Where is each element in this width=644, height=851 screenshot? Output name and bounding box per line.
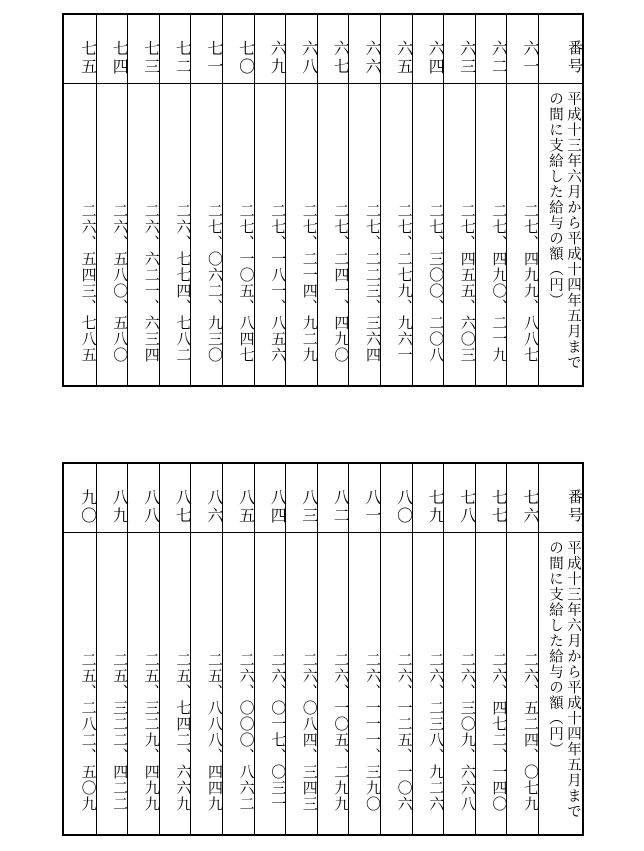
row-number: 八四 xyxy=(268,489,288,525)
table-row xyxy=(443,15,475,385)
row-number: 七〇 xyxy=(236,40,256,76)
table-row xyxy=(127,464,159,834)
row-number: 六七 xyxy=(331,40,351,76)
salary-table-bottom xyxy=(62,462,584,836)
table-row xyxy=(443,464,475,834)
row-number: 八〇 xyxy=(394,489,414,525)
row-number: 六六 xyxy=(362,40,382,76)
table-row xyxy=(96,464,128,834)
amount-header: 平成十三年六月から平成十四年五月までの間に支給した給与の額（円） xyxy=(547,540,581,819)
number-header: 番号 xyxy=(566,40,584,76)
row-number: 八六 xyxy=(204,489,224,525)
row-number: 七一 xyxy=(204,40,224,76)
row-number: 七七 xyxy=(489,489,509,525)
row-number: 八七 xyxy=(173,489,193,525)
row-number: 六四 xyxy=(426,40,446,76)
table-row xyxy=(412,15,444,385)
row-amount: 二六、五二四、〇七九 xyxy=(521,652,540,812)
table-row xyxy=(222,15,254,385)
table-row xyxy=(127,15,159,385)
table-row xyxy=(190,15,222,385)
row-number: 九〇 xyxy=(78,489,98,525)
salary-table-top xyxy=(62,13,584,387)
table-row xyxy=(64,464,96,834)
row-amount: 二七、四九〇、二一九 xyxy=(490,203,509,363)
table-row xyxy=(475,464,507,834)
table-row xyxy=(380,464,412,834)
table-row xyxy=(159,464,191,834)
row-number: 七九 xyxy=(426,489,446,525)
row-number: 八八 xyxy=(141,489,161,525)
row-amount: 二七、二二三、三六四 xyxy=(363,203,382,363)
table-row xyxy=(348,15,380,385)
header-column xyxy=(538,15,582,385)
row-amount: 二五、三二九、四九九 xyxy=(142,652,161,812)
row-amount: 二五、三二二、四二二 xyxy=(111,652,130,812)
row-amount: 二七、四五五、六〇三 xyxy=(458,203,477,363)
table-row xyxy=(190,464,222,834)
row-number: 七六 xyxy=(520,489,540,525)
row-number: 七五 xyxy=(78,40,98,76)
row-amount: 二六、三〇九、六六八 xyxy=(458,652,477,812)
table-row xyxy=(380,15,412,385)
table-row xyxy=(159,15,191,385)
row-amount: 二七、二七九、九六一 xyxy=(395,203,414,363)
row-number: 六二 xyxy=(489,40,509,76)
row-number: 七八 xyxy=(457,489,477,525)
amount-header: 平成十三年六月から平成十四年五月までの間に支給した給与の額（円） xyxy=(547,91,581,370)
row-number: 八一 xyxy=(362,489,382,525)
row-amount: 二六、一一一、三九〇 xyxy=(363,652,382,812)
row-amount: 二七、三〇〇、二〇八 xyxy=(427,203,446,363)
table-row xyxy=(475,15,507,385)
row-number: 八三 xyxy=(299,489,319,525)
row-amount: 二六、五四三、七八五 xyxy=(79,203,98,363)
row-amount: 二六、七七四、七八二 xyxy=(174,203,193,363)
row-number: 八二 xyxy=(331,489,351,525)
table-row xyxy=(222,464,254,834)
table-row xyxy=(348,464,380,834)
row-amount: 二五、二八二、五〇九 xyxy=(79,652,98,812)
row-amount: 二六、四七二、一四〇 xyxy=(490,652,509,812)
row-amount: 二七、一〇五、八四七 xyxy=(237,203,256,363)
row-amount: 二七、〇六二、九三〇 xyxy=(205,203,224,363)
table-row xyxy=(506,15,538,385)
table-row xyxy=(254,464,286,834)
row-amount: 二五、七四二、六六九 xyxy=(174,652,193,812)
table-row xyxy=(64,15,96,385)
row-amount: 二六、〇八四、三四三 xyxy=(300,652,319,812)
table-row xyxy=(96,15,128,385)
row-amount: 二六、五八〇、五八〇 xyxy=(111,203,130,363)
table-row xyxy=(506,464,538,834)
row-number: 八九 xyxy=(110,489,130,525)
row-number: 六八 xyxy=(299,40,319,76)
row-amount: 二七、二一四、九二九 xyxy=(300,203,319,363)
row-number: 六九 xyxy=(268,40,288,76)
row-number: 六三 xyxy=(457,40,477,76)
row-amount: 二六、〇一七、〇三一 xyxy=(269,652,288,812)
row-amount: 二六、一〇五、二九九 xyxy=(332,652,351,812)
row-amount: 二六、二三八、九二六 xyxy=(427,652,446,812)
table-row xyxy=(412,464,444,834)
row-number: 六五 xyxy=(394,40,414,76)
row-number: 八五 xyxy=(236,489,256,525)
row-number: 七四 xyxy=(110,40,130,76)
row-amount: 二七、一八一、八五六 xyxy=(269,203,288,363)
table-row xyxy=(285,464,317,834)
row-number: 六一 xyxy=(520,40,540,76)
row-amount: 二五、八八八、四四九 xyxy=(205,652,224,812)
table-row xyxy=(254,15,286,385)
row-amount: 二六、〇〇〇、八六二 xyxy=(237,652,256,812)
row-amount: 二六、一二五、一〇六 xyxy=(395,652,414,812)
table-row xyxy=(317,464,349,834)
number-header: 番号 xyxy=(566,489,584,525)
row-number: 七二 xyxy=(173,40,193,76)
table-row xyxy=(317,15,349,385)
row-number: 七三 xyxy=(141,40,161,76)
row-amount: 二七、二四一、四九〇 xyxy=(332,203,351,363)
header-column xyxy=(538,464,582,834)
row-amount: 二六、六二一、六三四 xyxy=(142,203,161,363)
table-row xyxy=(285,15,317,385)
row-amount: 二七、四九九、八八七 xyxy=(521,203,540,363)
